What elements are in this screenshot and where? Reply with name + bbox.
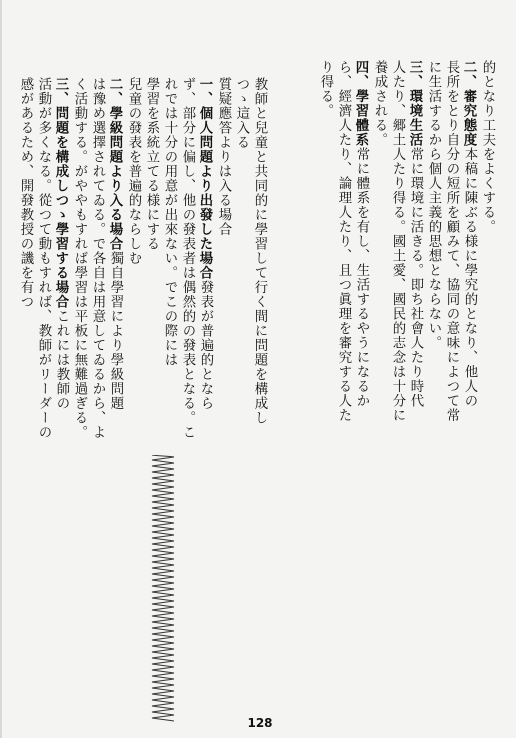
text-column: 二、審究態度本稿に陳ぶる様に學究的となり、他人の <box>461 60 477 408</box>
wavy-divider <box>148 455 178 725</box>
text-column: く活動する。がややもすれば學習は平板に無難過ぎる。 <box>72 77 87 440</box>
text-column: 三、環境生活常に環境に活きる。即ち社會人たり時代 <box>407 60 423 408</box>
text-column: ず、部分に偏し、他の發表者は偶然的の發表となる。こ <box>180 77 195 440</box>
text-column: 活動が多くなる。從つて動もすれば、教師がリーダーの <box>36 77 51 440</box>
text-column: 教師と兒童と共同的に學習して行く間に問題を構成し <box>252 77 267 425</box>
text-column: れでは十分の用意が出來ない。でこの際には <box>162 77 177 367</box>
text-column: 三、問題を構成しつゝ學習する場合これには教師の <box>53 77 69 411</box>
text-column: 人たり、郷土人たり得る。國土愛、國民的志念は十分に <box>390 60 405 423</box>
text-column: 四、學習體系常に體系を有し、生活するやうになるか <box>353 60 369 408</box>
text-column: 的となり工夫をよくする。 <box>480 60 495 234</box>
text-column: つゝ這入る <box>234 77 249 150</box>
text-column: 學習を系統立てる様にする <box>144 77 159 251</box>
text-column: ら、經濟人たり、論理人たり、且つ眞理を審究する人た <box>336 60 351 423</box>
text-column: 質疑應答よりは入る場合 <box>216 77 231 237</box>
page-number: 128 <box>247 716 273 730</box>
text-column: に生活するから個人主義的思想とならない。 <box>426 60 441 350</box>
text-column: 養成される。 <box>372 60 387 147</box>
text-column: 兒童の發表を普遍的ならしむ <box>126 77 141 266</box>
text-column: 長所をとり自分の短所を顧みて、協同の意味によつて常 <box>444 60 459 423</box>
text-column: 一、個人問題より出發した場合發表が普遍的となら <box>197 77 213 411</box>
text-column: り得る。 <box>318 60 333 118</box>
text-column: 感があるため、開發教授の譏を有つ <box>18 77 33 309</box>
text-column: 二、學級問題より入る場合獨自學習により學級問題 <box>107 77 123 411</box>
text-column: は豫め選擇されてゐる。で各自は用意してゐるから、よ <box>90 77 105 440</box>
